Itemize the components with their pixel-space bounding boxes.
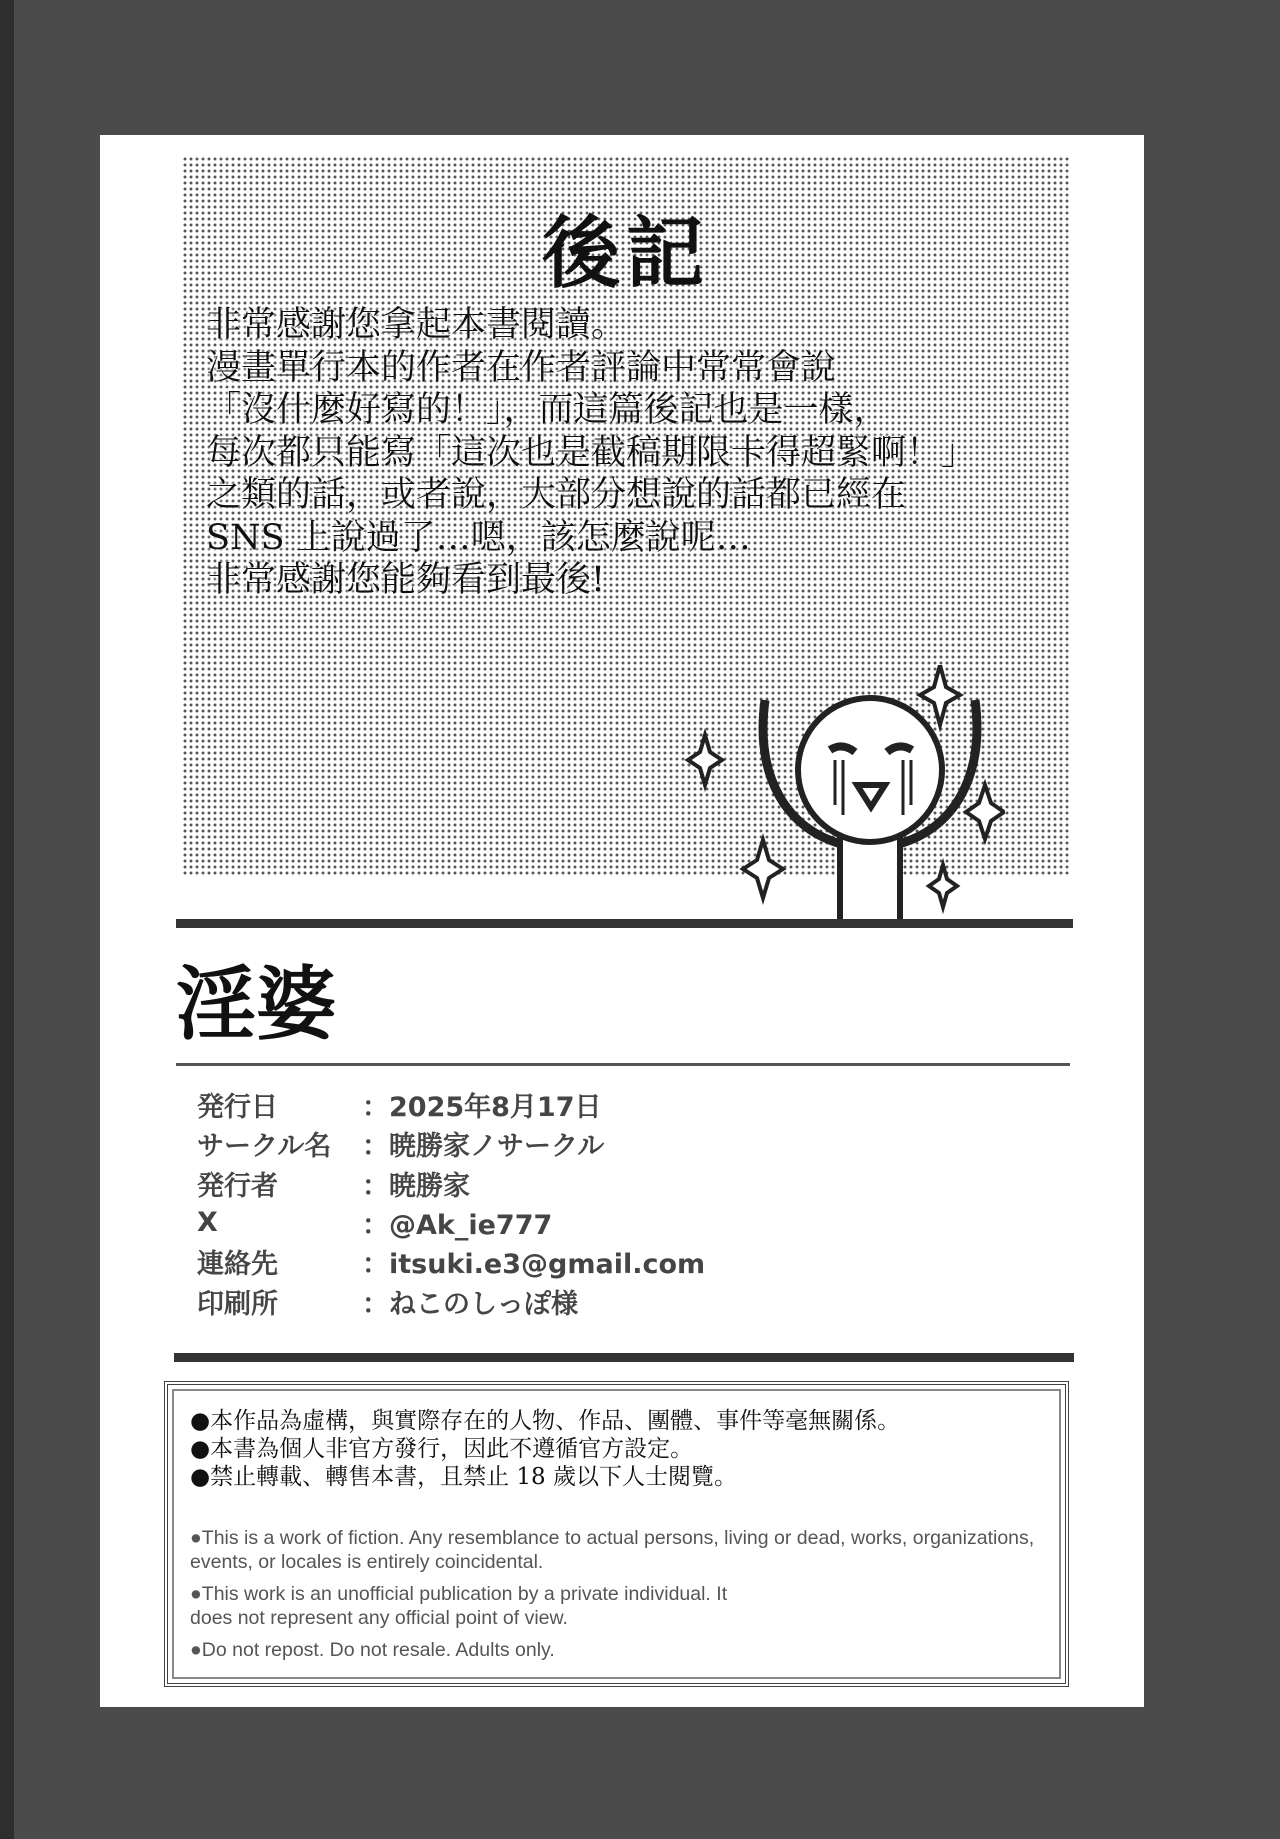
colophon-row [197,1164,705,1203]
notice-zh [190,1407,900,1491]
colophon-value: ：ねこのしっぽ様 [362,1288,578,1320]
afterword-body [206,304,976,602]
divider [176,919,1073,928]
book-title: 淫婆 [176,957,336,1051]
crying-character-illustration [675,665,1005,925]
page [100,135,1144,1707]
colophon [197,1085,705,1321]
afterword-line: 非常感謝您拿起本書閱讀。 [206,305,627,345]
afterword-line: 漫畫單行本的作者在作者評論中常常會說 [206,347,837,388]
afterword-line: 非常感謝您能夠看到最後! [206,560,606,600]
colophon-value: ：2025年8月17日 [362,1092,602,1124]
colophon-value: ：itsuki.e3@gmail.com [362,1249,706,1281]
divider [174,1353,1074,1362]
afterword-line: 之類的話，或者說，大部分想說的話都已經在 [206,475,907,515]
colophon-label: 印刷所 [197,1288,278,1320]
notice-line: ●本作品為虛構，與實際存在的人物、作品、團體、事件等毫無關係。 [190,1408,901,1434]
colophon-row [197,1281,705,1320]
colophon-row [197,1085,705,1124]
notice-line: ●Do not repost. Do not resale. Adults only. [190,1639,555,1661]
colophon-label: 発行者 [197,1170,278,1202]
colophon-label: X [197,1207,218,1239]
notice-box [164,1381,1069,1687]
notice-en [190,1527,1050,1672]
colophon-label: サークル名 [197,1131,332,1163]
notice-line: ●禁止轉載、轉售本書，且禁止 18 歲以下人士閱覽。 [190,1464,737,1490]
colophon-label: 発行日 [197,1092,278,1124]
afterword-line: 每次都只能寫「這次也是截稿期限卡得超緊啊！」 [206,432,977,473]
colophon-value: ：暁勝家ノサークル [362,1131,605,1163]
notice-line: ●This work is an unofficial publication by a private individual. It does not represent any official point of view. [190,1583,728,1629]
notice-line: ●本書為個人非官方發行，因此不遵循官方設定。 [190,1436,694,1462]
divider [176,1063,1070,1066]
colophon-label: 連絡先 [197,1249,278,1281]
afterword-line: 「沒什麼好寫的！」，而這篇後記也是一樣， [206,390,889,430]
afterword-title: 後記 [541,208,710,299]
notice-line: ●This is a work of fiction. Any resemblance to actual persons, living or dead, works, organizations, events, or locales is entirely coincidental. [190,1527,1035,1573]
colophon-value: ：@Ak_ie777 [362,1210,553,1242]
colophon-row [197,1203,705,1242]
afterword-line: SNS 上說過了…嗯，該怎麼說呢… [206,517,751,558]
page-edge [0,0,14,1839]
colophon-value: ：暁勝家 [362,1170,470,1202]
colophon-row [197,1242,705,1281]
colophon-row [197,1124,705,1163]
